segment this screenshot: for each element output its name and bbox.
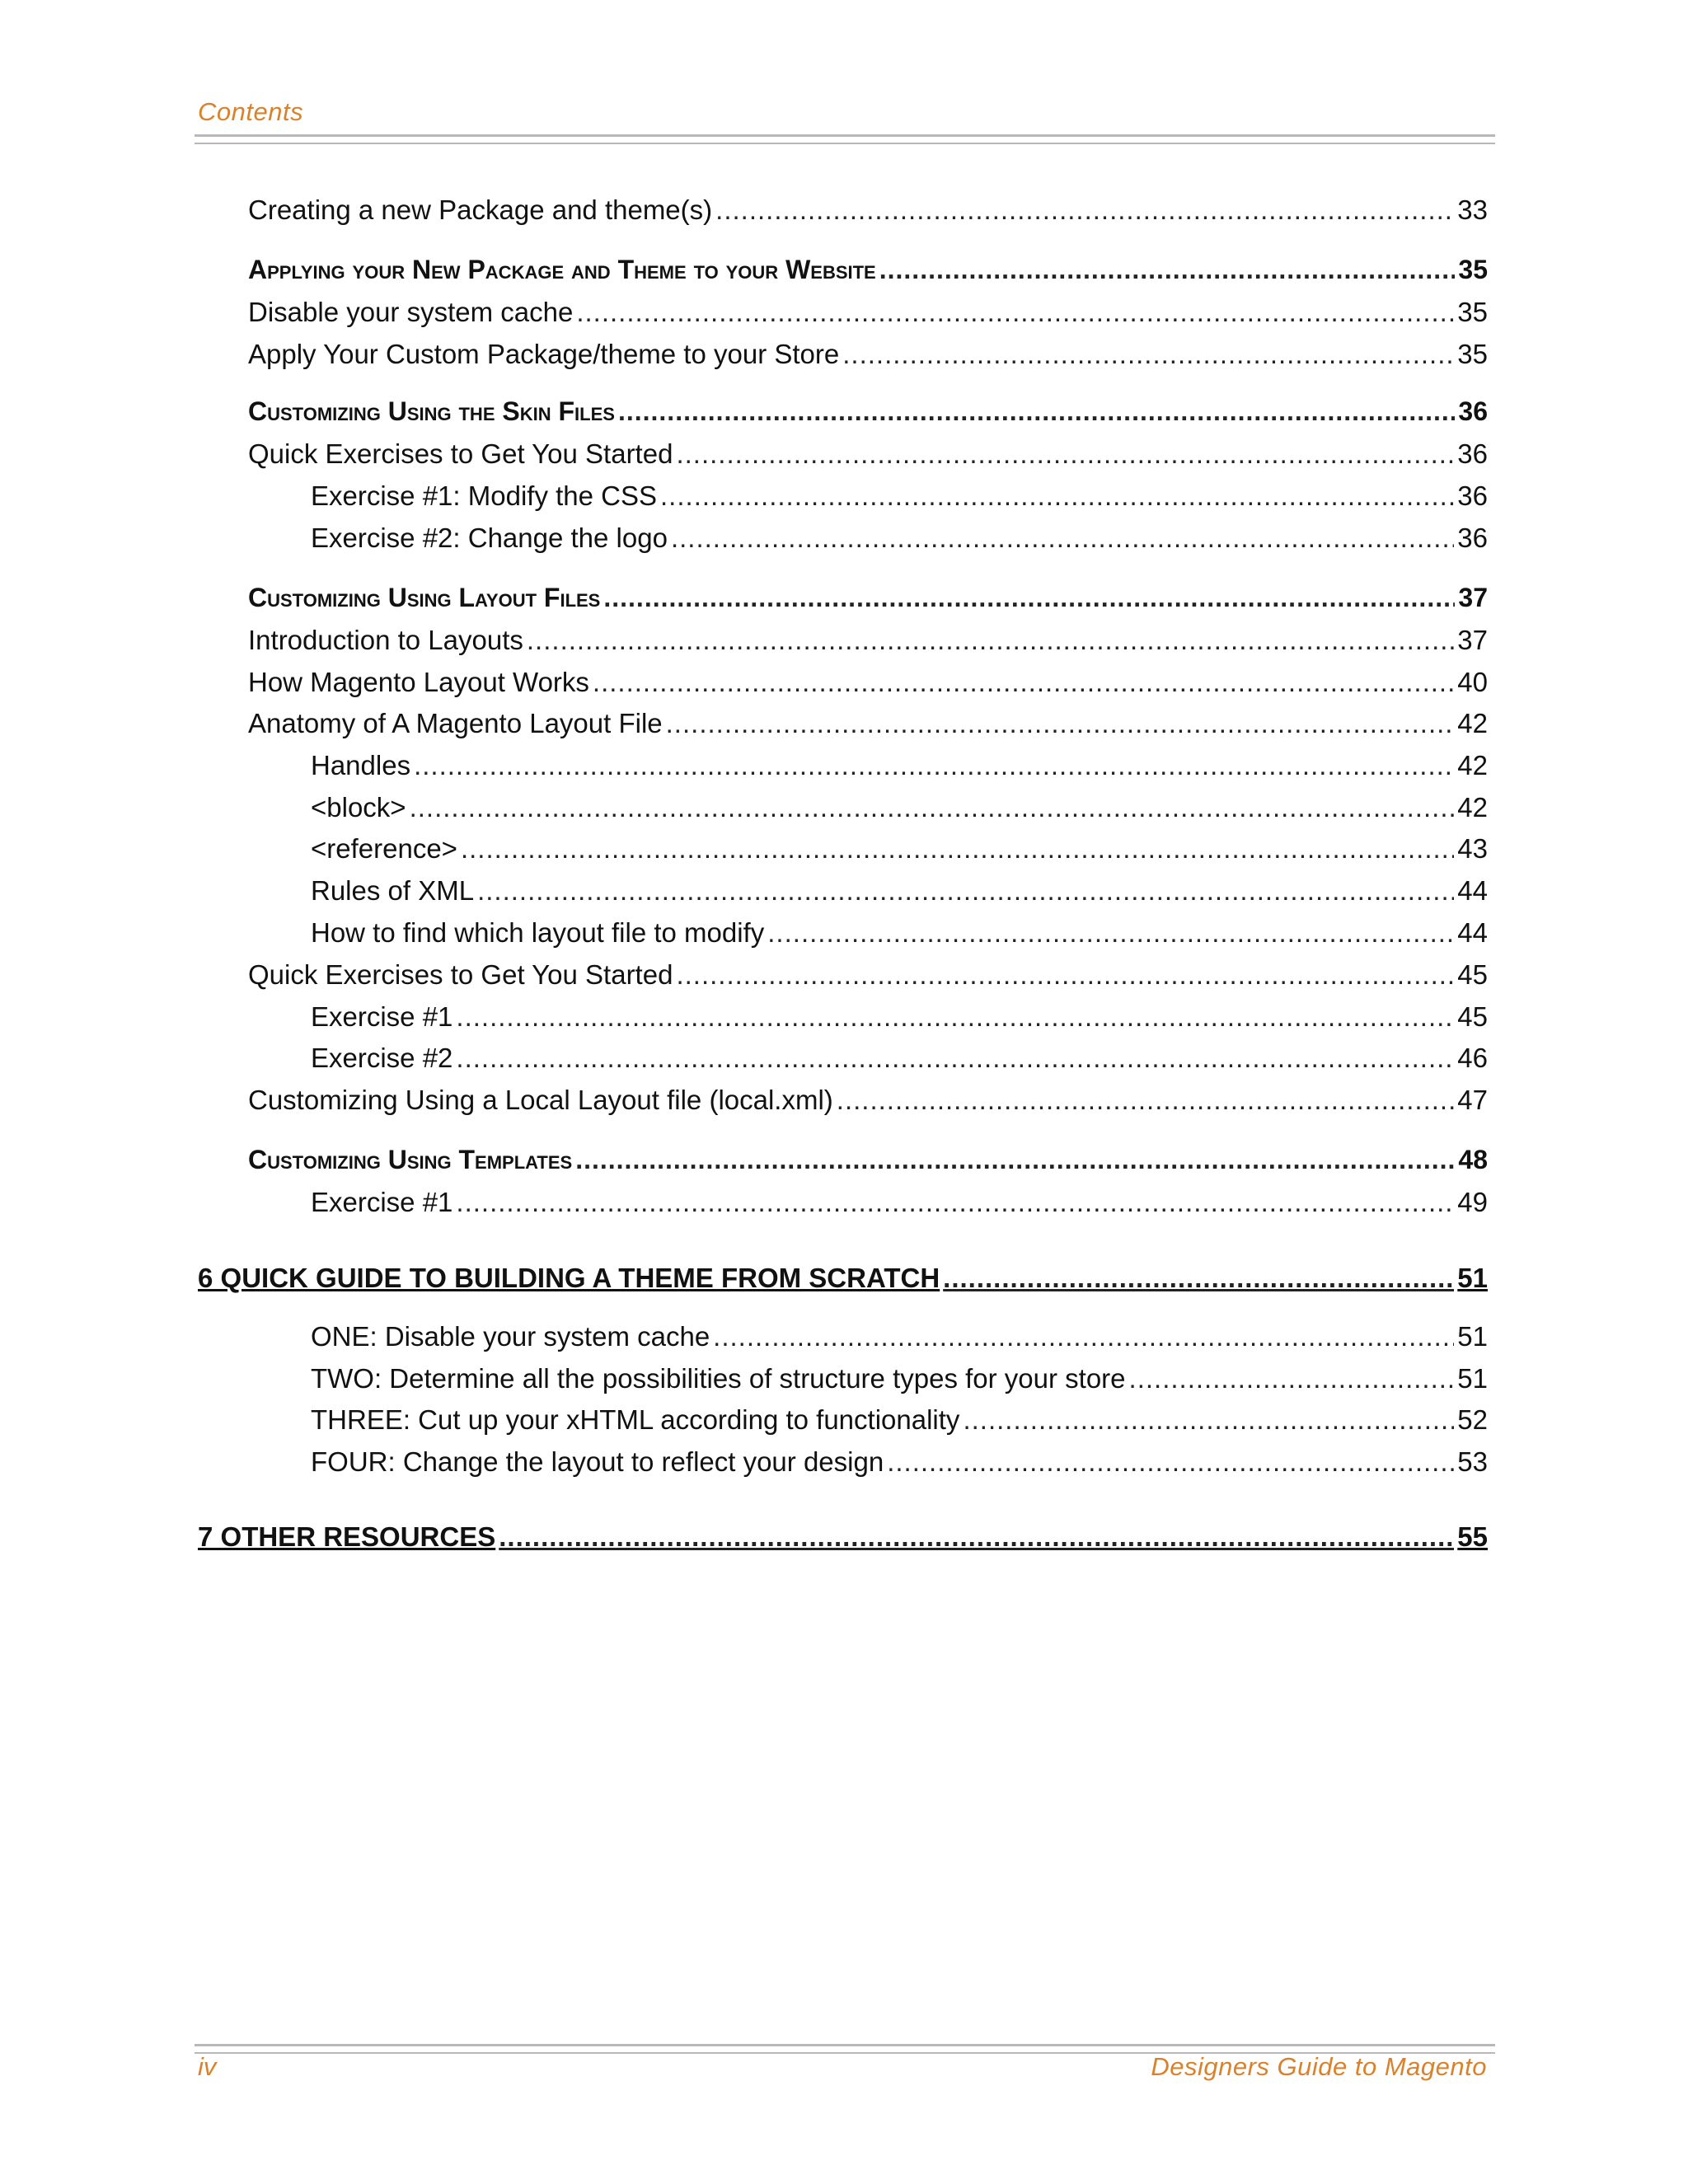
toc-entry-title: Exercise #1: Modify the CSS xyxy=(311,480,658,511)
toc-entry[interactable] xyxy=(311,1363,1488,1401)
toc-dot-leader xyxy=(879,255,1456,285)
toc-dot-leader xyxy=(715,194,1454,226)
toc-page-number: 45 xyxy=(1457,959,1488,990)
running-header-title: Contents xyxy=(198,97,304,126)
toc-entry[interactable] xyxy=(248,438,1488,476)
toc-page-number: 47 xyxy=(1457,1085,1488,1115)
toc-entry[interactable] xyxy=(311,750,1488,788)
toc-section-entry[interactable] xyxy=(248,396,1488,434)
toc-dot-leader xyxy=(410,792,1455,823)
toc-page-number: 33 xyxy=(1457,194,1488,225)
toc-page-number: 40 xyxy=(1457,667,1488,697)
toc-page-number: 44 xyxy=(1457,875,1488,906)
toc-page-number: 37 xyxy=(1457,625,1488,655)
toc-dot-leader xyxy=(576,297,1454,328)
toc-entry-title: Exercise #2 xyxy=(311,1043,453,1073)
toc-page-number: 42 xyxy=(1457,708,1488,738)
toc-entry-title: Quick Exercises to Get You Started xyxy=(248,438,673,469)
toc-dot-leader xyxy=(499,1521,1454,1553)
toc-entry-title: How Magento Layout Works xyxy=(248,667,589,697)
toc-dot-leader xyxy=(477,875,1454,907)
toc-page-number: 51 xyxy=(1457,1321,1488,1352)
toc-dot-leader xyxy=(660,480,1454,512)
toc-page-number: 42 xyxy=(1457,792,1488,823)
toc-dot-leader xyxy=(943,1263,1454,1294)
toc-entry-title: Anatomy of A Magento Layout File xyxy=(248,708,663,738)
toc-dot-leader xyxy=(666,708,1455,739)
toc-entry-title: Applying your New Package and Theme to your Website xyxy=(248,255,876,284)
toc-page-number: 55 xyxy=(1457,1521,1488,1552)
toc-entry-title: How to find which layout file to modify xyxy=(311,917,765,948)
toc-page-number: 36 xyxy=(1458,396,1488,426)
toc-page-number: 44 xyxy=(1457,917,1488,948)
toc-entry-title: TWO: Determine all the possibilities of structure types for your store xyxy=(311,1363,1126,1394)
toc-page-number: 36 xyxy=(1457,523,1488,553)
toc-dot-leader xyxy=(963,1404,1454,1436)
toc-entry-title: Apply Your Custom Package/theme to your Store xyxy=(248,339,840,369)
toc-entry-title: Exercise #2: Change the logo xyxy=(311,523,668,553)
toc-entry-title: <block> xyxy=(311,792,406,823)
toc-entry-title: Customizing Using the Skin Files xyxy=(248,396,615,426)
toc-entry-title: Exercise #1 xyxy=(311,1187,453,1217)
toc-entry-title: THREE: Cut up your xHTML according to functionality xyxy=(311,1404,960,1435)
toc-section-entry[interactable] xyxy=(248,1145,1488,1183)
toc-page-number: 35 xyxy=(1457,297,1488,327)
toc-entry[interactable] xyxy=(248,297,1488,335)
toc-entry[interactable] xyxy=(248,625,1488,663)
toc-entry[interactable] xyxy=(311,1187,1488,1225)
toc-dot-leader xyxy=(842,339,1454,370)
toc-dot-leader xyxy=(837,1085,1454,1116)
toc-dot-leader xyxy=(713,1321,1454,1352)
toc-chapter-entry[interactable] xyxy=(198,1263,1488,1301)
toc-entry[interactable] xyxy=(311,1446,1488,1484)
toc-entry[interactable] xyxy=(311,523,1488,560)
toc-dot-leader xyxy=(414,750,1454,781)
toc-dot-leader xyxy=(1129,1363,1455,1394)
toc-entry[interactable] xyxy=(311,480,1488,518)
toc-entry[interactable] xyxy=(311,917,1488,955)
toc-entry[interactable] xyxy=(311,1404,1488,1442)
toc-dot-leader xyxy=(456,1001,1454,1033)
toc-dot-leader xyxy=(456,1043,1454,1074)
toc-entry[interactable] xyxy=(248,339,1488,377)
toc-dot-leader xyxy=(593,667,1454,698)
footer-page-number: iv xyxy=(198,2052,217,2081)
toc-entry-title: 6 QUICK GUIDE TO BUILDING A THEME FROM SCRATCH xyxy=(198,1263,940,1293)
toc-dot-leader xyxy=(887,1446,1454,1478)
toc-entry[interactable] xyxy=(311,1321,1488,1359)
toc-page-number: 43 xyxy=(1457,833,1488,864)
toc-entry-title: <reference> xyxy=(311,833,457,864)
toc-entry-title: 7 OTHER RESOURCES xyxy=(198,1521,496,1552)
toc-page-number: 46 xyxy=(1457,1043,1488,1073)
toc-entry[interactable] xyxy=(248,708,1488,746)
toc-page-number: 37 xyxy=(1458,583,1488,612)
toc-entry[interactable] xyxy=(311,792,1488,830)
toc-page-number: 45 xyxy=(1457,1001,1488,1032)
toc-dot-leader xyxy=(603,583,1455,613)
toc-dot-leader xyxy=(527,625,1454,656)
toc-page-number: 42 xyxy=(1457,750,1488,780)
toc-dot-leader xyxy=(461,833,1454,865)
toc-section-entry[interactable] xyxy=(248,583,1488,621)
toc-entry[interactable] xyxy=(311,1001,1488,1039)
toc-page-number: 36 xyxy=(1457,438,1488,469)
toc-entry-title: Disable your system cache xyxy=(248,297,574,327)
toc-page-number: 51 xyxy=(1457,1263,1488,1293)
footer-book-title: Designers Guide to Magento xyxy=(1151,2052,1487,2081)
header-rule xyxy=(195,134,1495,144)
toc-dot-leader xyxy=(671,523,1454,554)
toc-entry[interactable] xyxy=(248,959,1488,997)
toc-entry-title: Introduction to Layouts xyxy=(248,625,523,655)
toc-entry-title: Creating a new Package and theme(s) xyxy=(248,194,713,225)
toc-dot-leader xyxy=(676,959,1454,991)
toc-dot-leader xyxy=(575,1145,1455,1175)
toc-page-number: 35 xyxy=(1458,255,1488,284)
toc-page-number: 49 xyxy=(1457,1187,1488,1217)
toc-entry[interactable] xyxy=(248,667,1488,705)
toc-entry-title: Customizing Using Layout Files xyxy=(248,583,601,612)
toc-entry-title: Customizing Using a Local Layout file (local.xml) xyxy=(248,1085,833,1115)
toc-entry-title: Handles xyxy=(311,750,411,780)
toc-entry-title: ONE: Disable your system cache xyxy=(311,1321,710,1352)
toc-page-number: 53 xyxy=(1457,1446,1488,1477)
toc-dot-leader xyxy=(456,1187,1454,1218)
toc-page-number: 52 xyxy=(1457,1404,1488,1435)
toc-page-number: 51 xyxy=(1457,1363,1488,1394)
toc-page-number: 48 xyxy=(1458,1145,1488,1174)
toc-entry-title: Exercise #1 xyxy=(311,1001,453,1032)
toc-chapter-entry[interactable] xyxy=(198,1521,1488,1559)
toc-page-number: 35 xyxy=(1457,339,1488,369)
toc-entry-title: Rules of XML xyxy=(311,875,475,906)
toc-entry[interactable] xyxy=(248,194,1488,232)
toc-entry[interactable] xyxy=(248,1085,1488,1122)
toc-entry[interactable] xyxy=(311,833,1488,871)
toc-dot-leader xyxy=(676,438,1454,470)
toc-entry-title: FOUR: Change the layout to reflect your design xyxy=(311,1446,884,1477)
toc-entry[interactable] xyxy=(311,875,1488,913)
toc-entry-title: Customizing Using Templates xyxy=(248,1145,573,1174)
toc-section-entry[interactable] xyxy=(248,255,1488,293)
toc-page-number: 36 xyxy=(1457,480,1488,511)
toc-entry[interactable] xyxy=(311,1043,1488,1080)
toc-dot-leader xyxy=(767,917,1454,949)
toc-dot-leader xyxy=(618,396,1455,427)
toc-entry-title: Quick Exercises to Get You Started xyxy=(248,959,673,990)
